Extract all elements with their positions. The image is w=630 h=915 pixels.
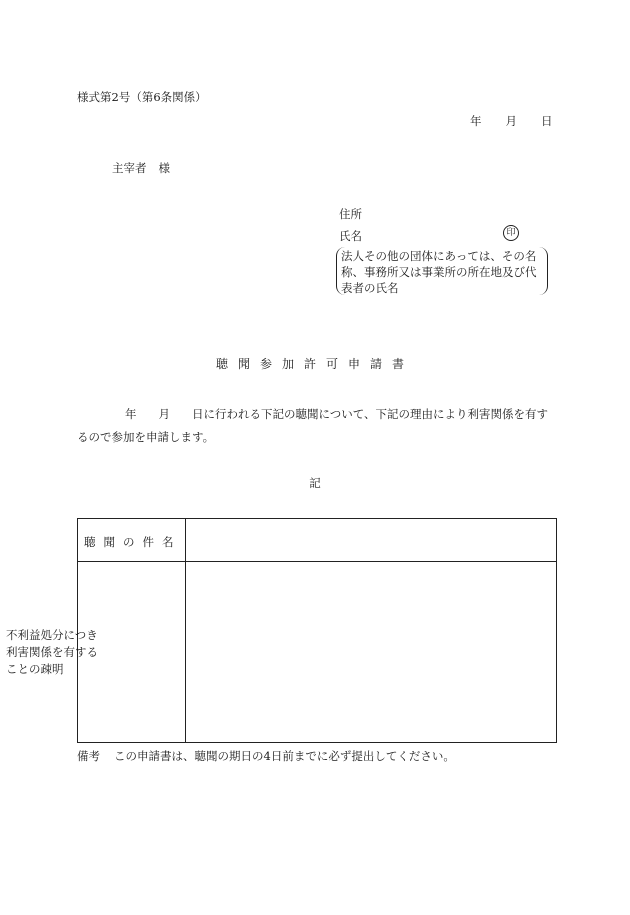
addressee-honorific: 様 [158,161,170,175]
date-day-label: 日 [541,114,553,128]
body-year-label: 年 [125,407,137,421]
remarks-text: この申請書は、聴聞の期日の4日前までに必ず提出してください。 [114,749,455,763]
ki-heading: 記 [309,476,321,490]
remarks [77,748,455,764]
date-month-label: 月 [505,114,517,128]
application-body [77,403,555,449]
detail-table [77,518,557,743]
column-divider [185,519,186,742]
corporate-note: 法人その他の団体にあっては、その名称、事務所又は事業所の所在地及び代表者の氏名 [336,247,548,295]
date-year-label: 年 [470,114,482,128]
addressee-title: 主宰者 [112,161,147,175]
remarks-label: 備考 [77,749,100,763]
interest-label: 不利益処分につき利害関係を有することの疎明 [6,628,98,676]
body-month-label: 月 [158,407,170,421]
seal-mark: 印 [503,225,519,241]
document-title: 聴聞参加許可申請書 [215,357,414,371]
date-line [470,113,553,129]
name-label: 氏名 [339,229,362,243]
hearing-name-label: 聴聞の件名 [84,535,182,549]
body-text: 日に行われる下記の聴聞について、下記の理由により利害関係を有するので参加を申請します。 [77,407,549,444]
addressee [112,160,170,176]
form-number: 様式第2号（第6条関係） [77,90,207,104]
address-label: 住所 [339,207,362,221]
